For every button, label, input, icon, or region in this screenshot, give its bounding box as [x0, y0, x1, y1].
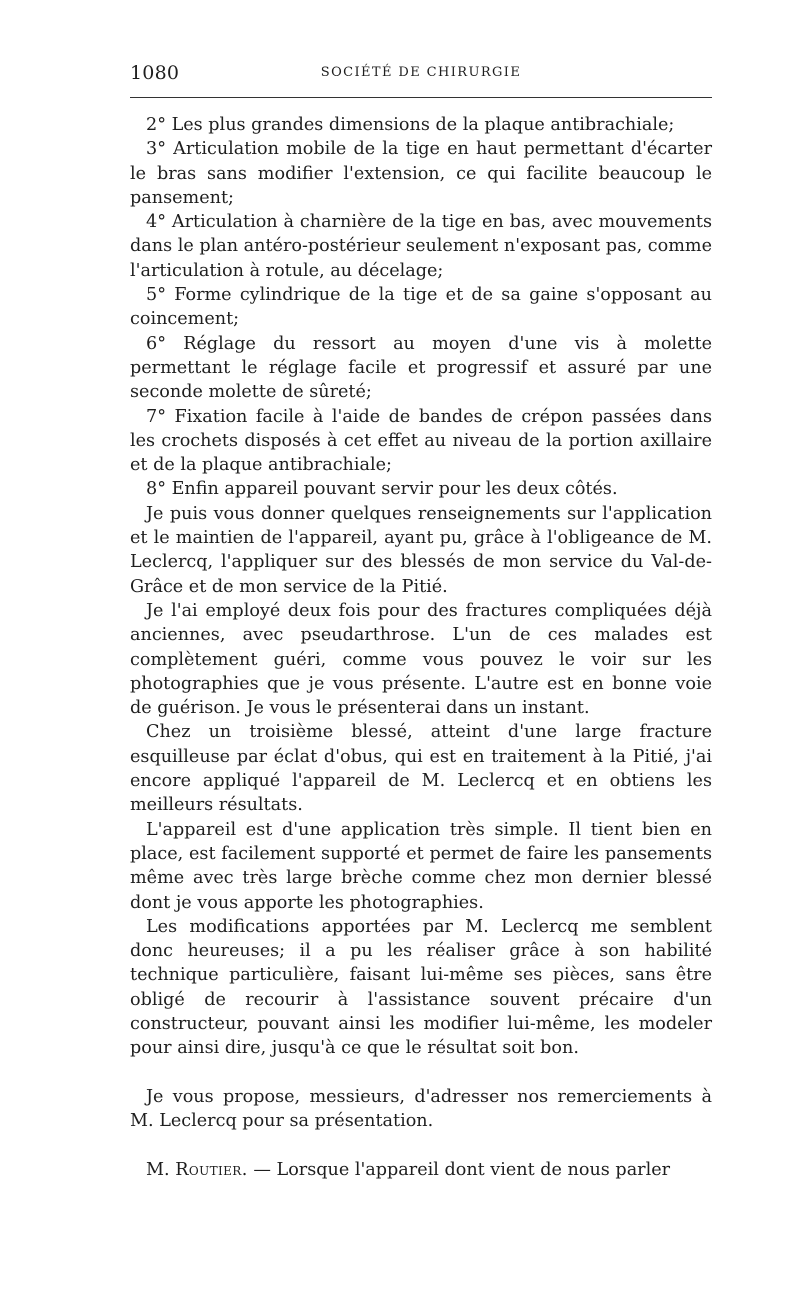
- paragraph: Je l'ai employé deux fois pour des fractures compliquées déjà anciennes, avec pseudarthrose. L'un de ces malades est complètement guéri, comme vous pouvez le voir sur les photographies que je vous présente. L'autre est en bonne voie de guérison. Je vous le présenterai dans un instant.: [130, 600, 712, 719]
- running-header: [130, 62, 712, 82]
- paragraph: 6° Réglage du ressort au moyen d'une vis à molette permettant le réglage facile et progressif et assuré par une seconde molette de sûreté;: [130, 333, 712, 403]
- paragraph: Les modifications apportées par M. Leclercq me semblent donc heureuses; il a pu les réaliser grâce à son habilité technique particulière, faisant lui-même ses pièces, sans être obligé de recourir à l'assistance souvent précaire d'un constructeur, pouvant ainsi les modifier lui-même, les modeler pour ainsi dire, jusqu'à ce que le résultat soit bon.: [130, 916, 712, 1059]
- paragraph-gap: [130, 1133, 712, 1157]
- speaker-prefix: M.: [146, 1159, 170, 1180]
- paragraph: L'appareil est d'une application très simple. Il tient bien en place, est facilement supporté et permet de faire les pansements même avec très large brèche comme chez mon dernier blessé dont je vous apporte les photographies.: [130, 819, 712, 913]
- paragraph: 8° Enfin appareil pouvant servir pour les deux côtés.: [146, 479, 618, 500]
- paragraph: Je puis vous donner quelques renseignements sur l'application et le maintien de l'appareil, ayant pu, grâce à l'obligeance de M. Leclercq, l'appliquer sur des blessés de mon service du Val-de-Grâce et de mon service de la Pitié.: [130, 503, 712, 597]
- header-rule: [130, 97, 712, 98]
- running-title: SOCIÉTÉ DE CHIRURGIE: [320, 65, 522, 80]
- paragraph: 2° Les plus grandes dimensions de la plaque antibrachiale;: [146, 115, 675, 135]
- speaker-paragraph: [130, 1158, 712, 1182]
- page-number: 1080: [130, 62, 180, 84]
- paragraph: Chez un troisième blessé, atteint d'une large fracture esquilleuse par éclat d'obus, qui est en traitement à la Pitié, j'ai encore appliqué l'appareil de M. Leclercq et en obtiens les meilleurs résultats.: [130, 722, 712, 816]
- paragraph: 4° Articulation à charnière de la tige en bas, avec mouvements dans le plan antéro-postérieur seulement n'exposant pas, comme l'articulation à rotule, au décelage;: [130, 212, 712, 281]
- speaker-name: Routier.: [175, 1159, 248, 1180]
- body-text: [130, 113, 712, 1182]
- paragraph-gap: [130, 1061, 712, 1085]
- paragraph: 3° Articulation mobile de la tige en haut permettant d'écarter le bras sans modifier l'extension, ce qui facilite beaucoup le pansement;: [130, 139, 712, 208]
- paragraph: 7° Fixation facile à l'aide de bandes de crépon passées dans les crochets disposés à cet effet au niveau de la portion axillaire et de la plaque antibrachiale;: [130, 406, 712, 476]
- speaker-text: — Lorsque l'appareil dont vient de nous parler: [253, 1159, 671, 1180]
- closing-paragraph: Je vous propose, messieurs, d'adresser nos remerciements à M. Leclercq pour sa présentation.: [130, 1086, 712, 1132]
- paragraph: 5° Forme cylindrique de la tige et de sa gaine s'opposant au coincement;: [130, 285, 712, 330]
